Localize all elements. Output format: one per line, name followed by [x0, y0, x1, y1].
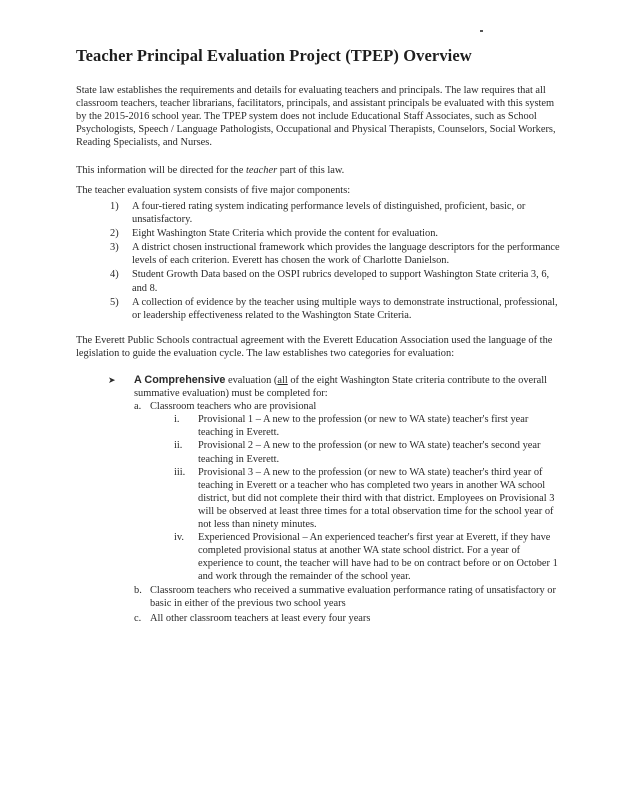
- comprehensive-underlined: all: [277, 375, 288, 386]
- directed-emphasis: teacher: [245, 165, 278, 176]
- sub-item-letter: b.: [134, 584, 142, 596]
- list-item-text: A four-tiered rating system indicating performance levels of distinguished, proficient, basic, or unsatisfactory.: [132, 201, 526, 226]
- roman-item: [106, 439, 562, 465]
- sub-item-a: [106, 400, 562, 413]
- roman-text: Provisional 1 – A new to the profession (or new to WA state) teacher's first year teaching in Everett.: [198, 414, 529, 439]
- contract-paragraph: The Everett Public Schools contractual agreement with the Everett Education Association used the language of the legislation to guide the evaluation cycle. The law establishes two categories for evaluation:: [76, 335, 553, 360]
- bullet-arrow-icon: ➤: [108, 375, 116, 385]
- components-intro: The teacher evaluation system consists of five major components:: [76, 185, 351, 196]
- sub-item-text: Classroom teachers who received a summative evaluation performance rating of unsatisfactory or basic in either of the previous two school years: [150, 584, 556, 609]
- list-item-number: 1): [110, 201, 119, 212]
- list-item: [110, 268, 562, 294]
- roman-numeral: ii.: [174, 440, 183, 452]
- roman-item: [106, 466, 562, 531]
- sub-item-text: Classroom teachers who are provisional: [150, 401, 317, 413]
- comprehensive-section: [106, 374, 562, 625]
- roman-numeral: iv.: [174, 532, 185, 544]
- roman-text: Experienced Provisional – An experienced teacher's first year at Everett, if they have completed provisional status at another WA state school district. For a year of experience to count, the teacher will have had to be on contract before or on October 1 and work through the remainder of the school year.: [198, 532, 558, 583]
- list-item: [110, 200, 562, 226]
- page-title: Teacher Principal Evaluation Project (TPEP) Overview: [76, 46, 472, 65]
- list-item-text: A collection of evidence by the teacher using multiple ways to demonstrate instructional, professional, or leadership effectiveness related to the Washington State Criteria.: [132, 296, 558, 321]
- comprehensive-text-1: evaluation (: [225, 375, 278, 386]
- sub-item-letter: a.: [134, 401, 142, 413]
- list-item-text: A district chosen instructional framework which provides the language descriptors for the performance levels of each criterion. Everett has chosen the work of Charlotte Danielson.: [132, 242, 560, 267]
- directed-suffix: part of this law.: [277, 165, 345, 176]
- list-item: [110, 241, 562, 267]
- sub-item-b: [106, 584, 562, 610]
- list-item-number: 4): [110, 269, 119, 281]
- roman-item: [106, 413, 562, 439]
- list-item-text: Eight Washington State Criteria which provide the content for evaluation.: [132, 228, 438, 240]
- directed-prefix: This information will be directed for the: [76, 165, 246, 176]
- roman-text: Provisional 3 – A new to the profession (or new to WA state) teacher's third year of teaching in Everett or a teacher who has completed two years in another WA school district, but did not complete their third with that district. Employees on Provisional 3 will be observed at least three times for a total observation time for the school year of not less than ninety minutes.: [198, 466, 555, 531]
- components-list: [110, 200, 562, 323]
- scan-speck: [480, 30, 483, 32]
- comprehensive-text-2: of the eight Washington State criteria contribute to the overall summative evaluation) must be completed for:: [134, 375, 547, 400]
- list-item-text: Student Growth Data based on the OSPI rubrics developed to support Washington State criteria 3, 6, and 8.: [132, 269, 550, 294]
- roman-numeral: iii.: [174, 466, 186, 478]
- list-item-number: 3): [110, 242, 119, 254]
- comprehensive-label: A Comprehensive: [134, 374, 226, 386]
- intro-paragraph: State law establishes the requirements and details for evaluating teachers and principals. The law requires that all classroom teachers, teacher librarians, facilitators, principals, and assistant principals be evaluated with this system by the 2015-2016 school year. The TPEP system does not include Educational Staff Associates, such as School Psychologists, Speech / Language Pathologists, Occupational and Physical Therapists, Counselors, Social Workers, Reading Specialists, and Nurses.: [76, 85, 556, 149]
- sub-item-text: All other classroom teachers at least every four years: [150, 612, 371, 624]
- comprehensive-heading: [106, 374, 562, 400]
- directed-paragraph: [76, 164, 562, 177]
- sub-item-c: [106, 612, 562, 625]
- list-item: [110, 296, 562, 322]
- list-item: [110, 227, 562, 240]
- roman-numeral: i.: [174, 414, 180, 426]
- list-item-number: 5): [110, 296, 119, 308]
- list-item-number: 2): [110, 228, 119, 240]
- roman-text: Provisional 2 – A new to the profession (or new to WA state) teacher's second year teaching in Everett.: [198, 440, 541, 465]
- sub-item-letter: c.: [134, 612, 142, 624]
- roman-item: [106, 531, 562, 583]
